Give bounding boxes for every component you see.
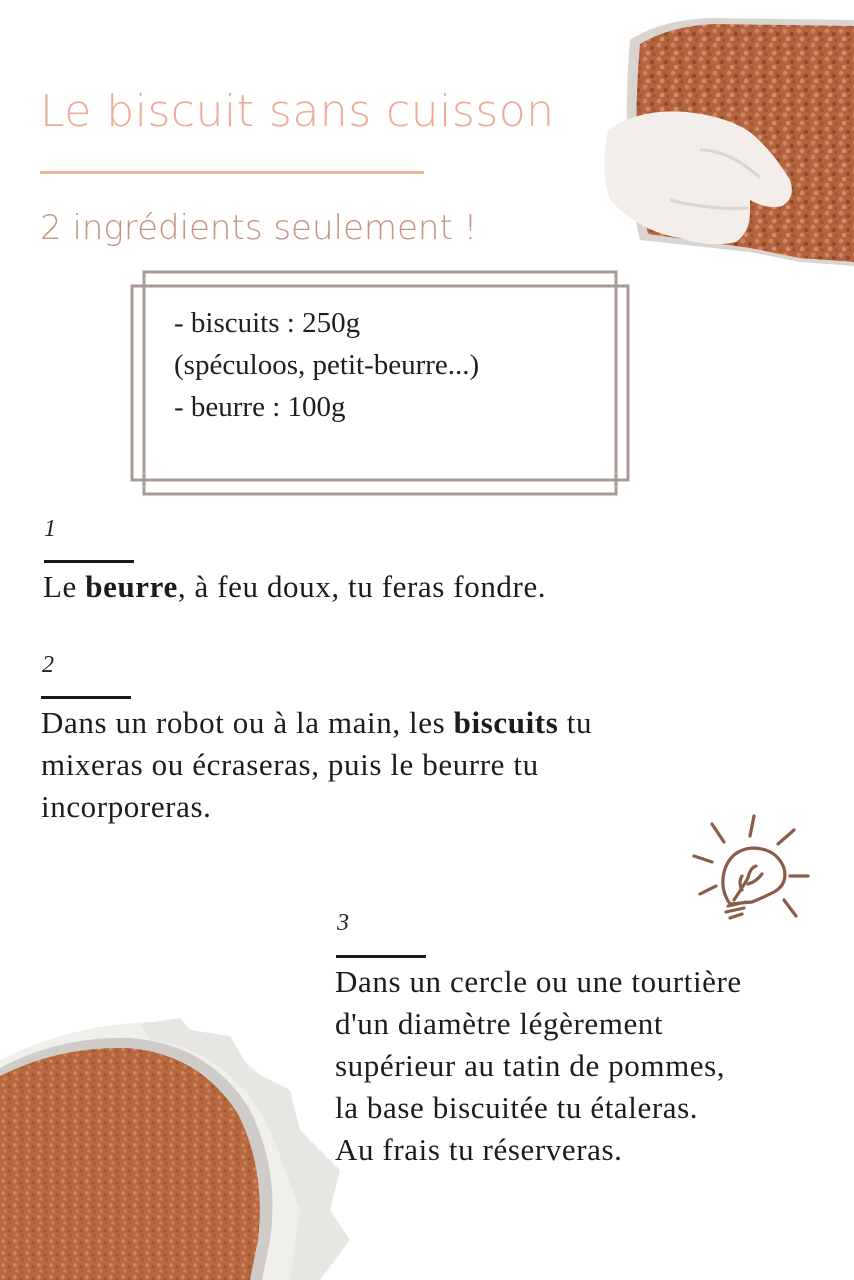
step-3-number: 3 [337, 910, 349, 936]
step-1-keyword: beurre [85, 569, 178, 604]
lightbulb-icon [690, 810, 814, 928]
step-2-text: Dans un robot ou à la main, les biscuits tu mixeras ou écraseras, puis le beurre tu incorporeras. [41, 705, 593, 824]
ingredients-list [174, 302, 479, 428]
ingredient-beurre: - beurre : 100g [174, 391, 346, 423]
step-3-text: Dans un cercle ou une tourtière d'un diamètre légèrement supérieur au tatin de pommes, la base biscuitée tu étaleras. Au frais tu réserveras. [335, 964, 742, 1167]
ingredient-biscuits-note: (spéculoos, petit-beurre...) [174, 349, 480, 381]
step-2-number: 2 [42, 652, 54, 678]
title-divider [40, 171, 424, 174]
step-2-rule [41, 696, 131, 699]
step-1-text: Le beurre, à feu doux, tu feras fondre. [43, 569, 547, 604]
page-title: Le biscuit sans cuisson [40, 86, 555, 137]
ingredient-biscuits: - biscuits : 250g [174, 307, 361, 339]
step-1-number: 1 [44, 516, 56, 542]
step-3-rule [336, 955, 426, 958]
crumb-photo-top [600, 0, 854, 272]
crumb-photo-bottom [0, 1010, 360, 1280]
step-1-rule [44, 560, 134, 563]
page-subtitle: 2 ingrédients seulement ! [40, 208, 478, 248]
step-2-keyword: biscuits [453, 705, 559, 740]
